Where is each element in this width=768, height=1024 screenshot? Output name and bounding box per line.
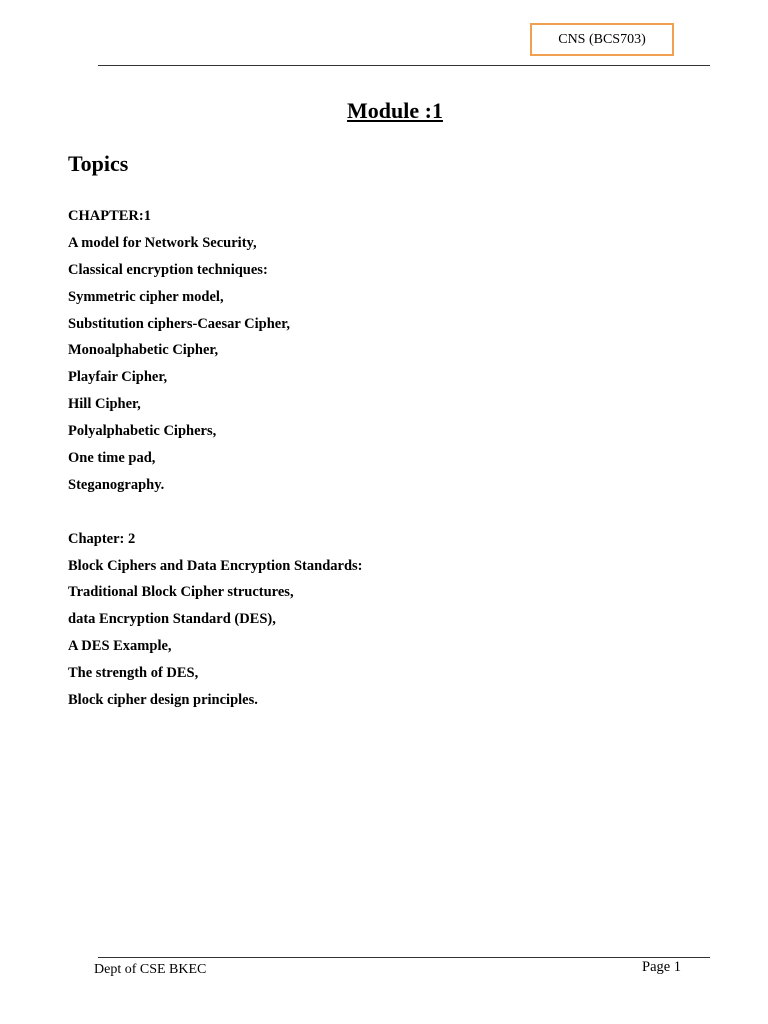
list-item: Classical encryption techniques:	[68, 261, 268, 278]
course-code: CNS (BCS703)	[558, 31, 646, 47]
footer-department: Dept of CSE BKEC	[94, 962, 207, 977]
topic-list	[68, 203, 362, 714]
footer-rule	[98, 957, 710, 958]
module-title: Module :1	[347, 98, 443, 123]
list-item: Symmetric cipher model,	[68, 288, 224, 305]
chapter2-heading: Chapter: 2	[68, 530, 136, 547]
list-item: data Encryption Standard (DES),	[68, 611, 276, 628]
course-code-box	[530, 23, 674, 56]
list-item: Block Ciphers and Data Encryption Standards:	[68, 557, 363, 574]
chapter1-heading: CHAPTER:1	[68, 208, 151, 224]
list-item: Hill Cipher,	[68, 396, 141, 413]
topics-heading: Topics	[68, 151, 129, 176]
list-item: Steganography.	[68, 476, 165, 493]
spacer	[68, 499, 362, 526]
list-item: A DES Example,	[68, 638, 172, 655]
list-item: The strength of DES,	[68, 665, 199, 682]
header-rule	[98, 65, 710, 66]
list-item: Traditional Block Cipher structures,	[68, 584, 294, 601]
list-item: Polyalphabetic Ciphers,	[68, 423, 217, 440]
list-item: One time pad,	[68, 450, 156, 467]
page-number: Page 1	[642, 959, 682, 975]
list-item: Monoalphabetic Cipher,	[68, 342, 219, 359]
list-item: Playfair Cipher,	[68, 369, 168, 386]
list-item: Block cipher design principles.	[68, 692, 258, 709]
list-item: Substitution ciphers-Caesar Cipher,	[68, 315, 290, 332]
list-item: A model for Network Security,	[68, 234, 257, 251]
